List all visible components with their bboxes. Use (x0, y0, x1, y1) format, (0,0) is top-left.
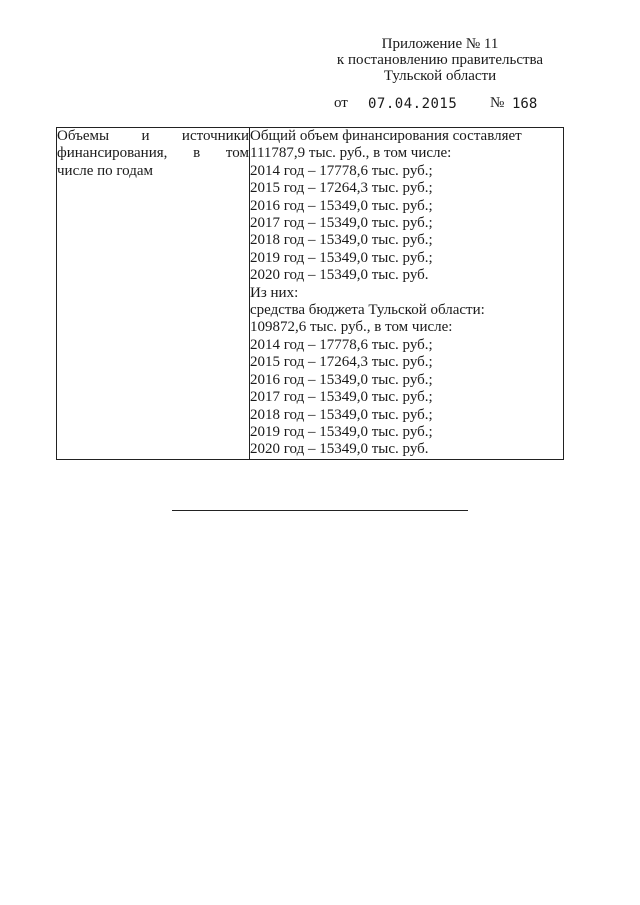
appendix-reference: к постановлению правительства (336, 52, 544, 68)
label-word: финансирования, (57, 145, 168, 162)
label-line-1 (57, 128, 249, 145)
financing-line: 2017 год – 15349,0 тыс. руб.; (250, 389, 433, 406)
financing-line: 111787,9 тыс. руб., в том числе: (250, 145, 452, 162)
financing-line: 2014 год – 17778,6 тыс. руб.; (250, 162, 433, 179)
appendix-number: Приложение № 11 (381, 36, 499, 52)
label-word: в (193, 145, 201, 162)
financing-line: 2015 год – 17264,3 тыс. руб.; (250, 180, 433, 197)
financing-line: 2020 год – 15349,0 тыс. руб. (250, 267, 429, 284)
decree-date: 07.04.2015 (368, 96, 458, 112)
financing-line: 2014 год – 17778,6 тыс. руб.; (250, 336, 433, 353)
financing-line: 2016 год – 15349,0 тыс. руб.; (250, 371, 433, 388)
decree-from-label: от (334, 95, 348, 111)
decree-number: 168 (512, 96, 538, 112)
label-word: Объемы (57, 128, 110, 144)
appendix-header (300, 36, 580, 84)
financing-row (57, 128, 564, 460)
financing-line: Общий объем финансирования составляет (250, 128, 522, 144)
label-line-3: числе по годам (57, 162, 154, 179)
financing-line: 2018 год – 15349,0 тыс. руб.; (250, 232, 433, 249)
financing-line: 2018 год – 15349,0 тыс. руб.; (250, 406, 433, 423)
financing-label-cell (57, 128, 250, 460)
financing-line: 2019 год – 15349,0 тыс. руб.; (250, 249, 433, 266)
appendix-region: Тульской области (383, 68, 497, 84)
financing-line: Из них: (250, 284, 299, 301)
financing-line: 2015 год – 17264,3 тыс. руб.; (250, 354, 433, 371)
financing-line: 2019 год – 15349,0 тыс. руб.; (250, 423, 433, 440)
label-word: источники (181, 128, 249, 144)
financing-line: 2016 год – 15349,0 тыс. руб.; (250, 197, 433, 214)
separator-line (172, 510, 468, 511)
financing-line: средства бюджета Тульской области: (250, 302, 485, 319)
financing-line: 2020 год – 15349,0 тыс. руб. (250, 441, 429, 458)
label-word: и (141, 128, 150, 144)
decree-number-sign: № (490, 95, 505, 111)
label-line-2 (57, 145, 249, 162)
label-word: том (225, 145, 249, 162)
financing-table (56, 127, 564, 460)
financing-line: 2017 год – 15349,0 тыс. руб.; (250, 215, 433, 232)
financing-line: 109872,6 тыс. руб., в том числе: (250, 319, 453, 336)
financing-details-cell (250, 128, 564, 460)
